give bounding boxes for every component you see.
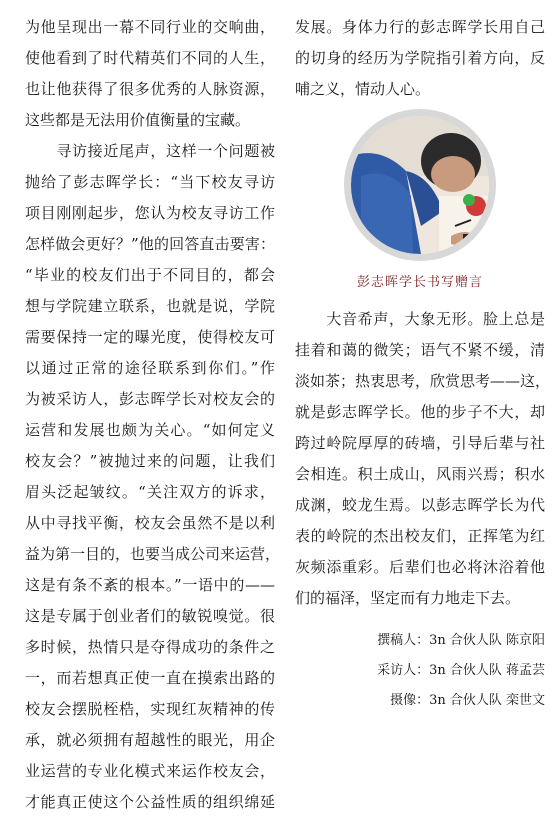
body-text-line: 就是彭志晖学长。他的步子不大，却 [295,403,545,421]
body-text-line: 这些都是无法用价值衡量的宝藏。 [25,111,251,129]
body-text-line: 的切身的经历为学院指引着方向，反 [295,49,545,67]
body-text-line: 哺之义，情动人心。 [295,80,431,98]
photo-writing-inscription [351,116,489,254]
body-text-line: 校友会？”被抛过来的问题，让我们 [25,452,275,470]
body-text-line: 眉头泛起皱纹。“关注双方的诉求， [25,483,275,501]
body-text-line: 这是专属于创业者们的敏锐嗅觉。很 [25,607,275,625]
credit-writer: 撰稿人：3n 合伙人队 陈京阳 [377,633,545,648]
body-text-line: 需要保持一定的曝光度，使得校友可 [25,328,275,346]
body-text-line: 表的岭院的杰出校友们，正挥笔为红 [295,527,545,545]
body-text-line: 承，就必须拥有超越性的眼光，用企 [25,731,275,749]
photo-illustration [351,116,489,254]
body-text-line: 淡如茶；热衷思考，欣赏思考——这， [295,372,551,390]
photo-caption: 彭志晖学长书写赠言 [356,275,483,290]
body-text-line: 运营和发展也颇为关心。“如何定义 [25,421,275,439]
body-text-line: 从中寻找平衡，校友会虽然不是以利 [25,514,275,532]
body-text-line: 发展。身体力行的彭志晖学长用自己 [295,18,545,36]
body-text-line: 们的福泽，坚定而有力地走下去。 [295,589,521,607]
body-text-line: 想与学院建立联系，也就是说，学院 [25,297,275,315]
credit-interviewer: 采访人：3n 合伙人队 蒋孟芸 [377,663,545,678]
body-text-line: 抛给了彭志晖学长：“当下校友寻访 [25,173,275,191]
body-text-line: “毕业的校友们出于不同目的，都会 [25,266,275,284]
body-text-line: 寻访接近尾声，这样一个问题被 [25,142,275,160]
body-text-line: 以通过正常的途径联系到你们。”作 [25,359,275,377]
body-text-line: 也让他获得了很多优秀的人脉资源， [25,80,275,98]
body-text-line: 跨过岭院厚厚的砖墙，引导后辈与社 [295,434,545,452]
body-text-line: 为他呈现出一幕不同行业的交响曲， [25,18,275,36]
body-text-line: 大音希声，大象无形。脸上总是 [295,310,545,328]
credits-block [295,626,545,716]
body-text-line: 使他看到了时代精英们不同的人生， [25,49,275,67]
body-text-line: 业运营的专业化模式来运作校友会， [25,762,275,780]
photo-ring [344,109,496,261]
left-column [25,12,281,818]
body-text-line: 项目刚刚起步，您认为校友寻访工作 [25,204,275,222]
body-text-line: 怎样做会更好？”他的回答直击要害： [25,235,275,253]
body-text-line: 为被采访人，彭志晖学长对校友会的 [25,390,275,408]
body-text-line: 多时候，热情只是夺得成功的条件之 [25,638,275,656]
body-text-line: 一，而若想真正使一直在摸索出路的 [25,669,275,687]
body-text-line: 成渊，蛟龙生焉。以彭志晖学长为代 [295,496,545,514]
body-text-line: 这是有条不紊的根本。”一语中的—— [25,576,275,594]
body-text-line: 校友会摆脱桎梏，实现红灰精神的传 [25,700,275,718]
body-text-line: 挂着和蔼的微笑；语气不紧不缓，清 [295,341,545,359]
body-text-line: 才能真正使这个公益性质的组织绵延 [25,793,275,811]
body-text-line: 益为第一目的，也要当成公司来运营， [25,545,281,563]
photo-frame [331,109,509,261]
credit-photographer: 摄像：3n 合伙人队 栾世文 [390,693,545,708]
body-text-line: 灰频添重彩。后辈们也必将沐浴着他 [295,558,545,576]
right-column [295,12,551,716]
body-text-line: 会相连。积土成山，风雨兴焉；积水 [295,465,545,483]
